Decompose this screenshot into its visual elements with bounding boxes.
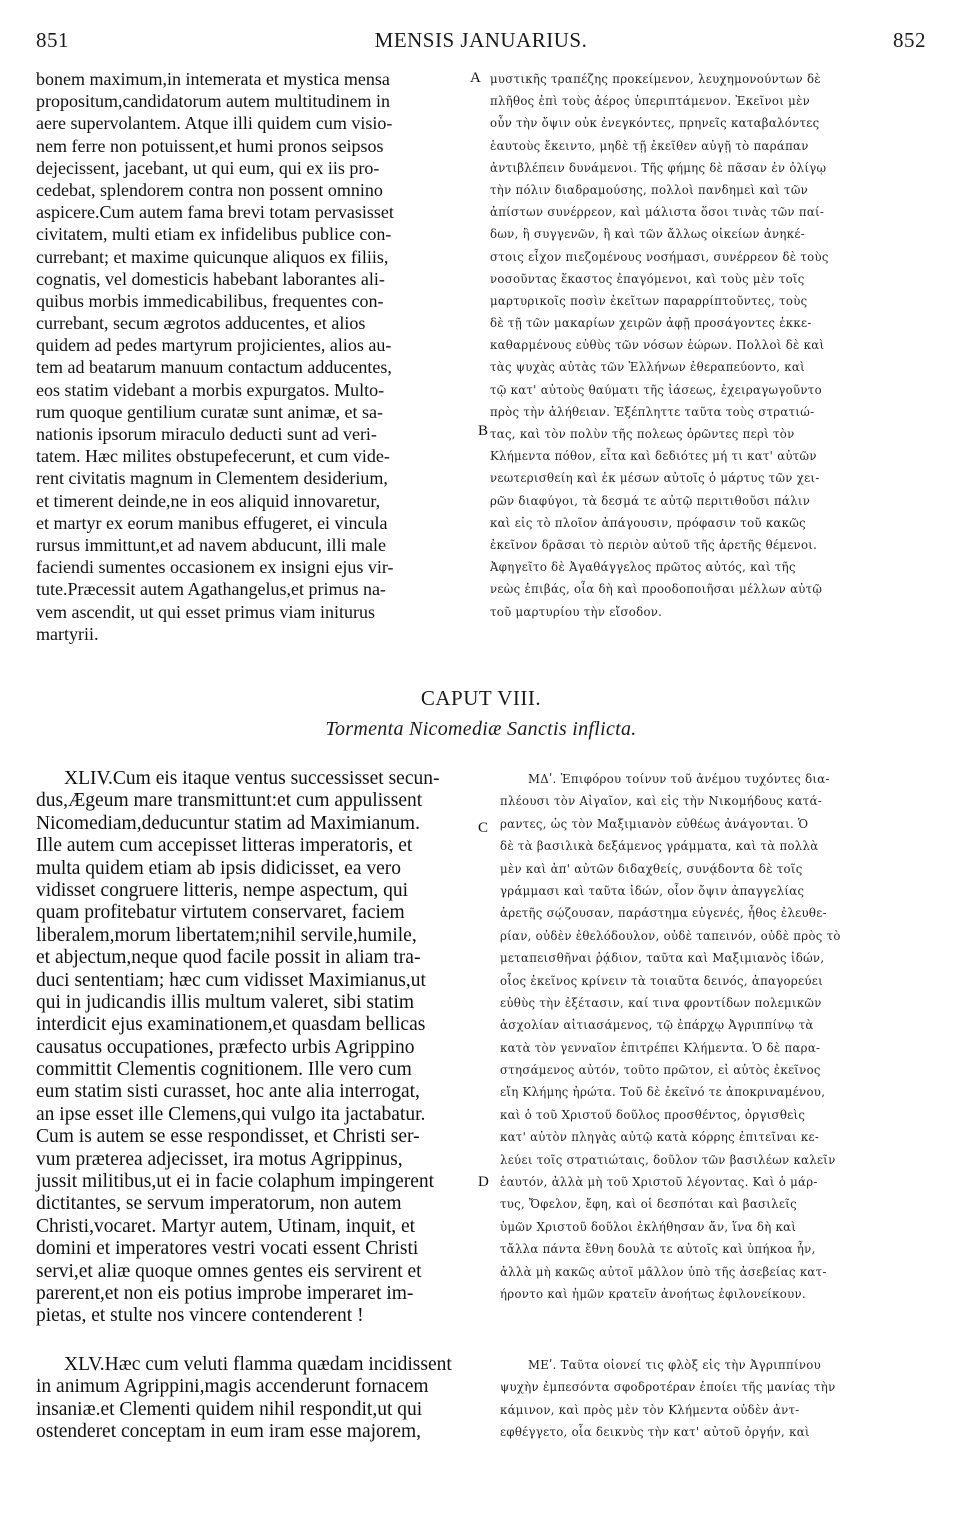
text-line: καὶ εἰς τὸ πλοῖον ἀπάγουσιν, πρόφασιν τοῦ κακῶς bbox=[490, 515, 806, 530]
text-line: qui in judicandis illis multum valeret, sibi statim bbox=[36, 991, 415, 1013]
text-line: propositum,candidatorum autem multitudinem in bbox=[36, 91, 390, 112]
text-line: currebant; et maxime quicunque aliquos ex filiis, bbox=[36, 246, 389, 267]
text-line: οὖν τὴν ὄψιν οὐκ ἐνεγκόντες, πρηνεῖς καταβαλόντες bbox=[490, 116, 820, 131]
margin-marker-b: B bbox=[478, 423, 489, 439]
text-line: ἀπίστων συνέρρεον, καὶ μάλιστα ὅσοι τινὰς τῶν παί- bbox=[490, 205, 825, 220]
text-line: rent civitatis magnum in Clementem desiderium, bbox=[36, 468, 388, 489]
latin-column-section2 bbox=[36, 768, 489, 1328]
text-line: δων, ἢ συγγενῶν, ἢ καὶ τῶν ἄλλως οἰκείων ἀνηκέ- bbox=[490, 227, 805, 242]
text-line: eum statim sisti curasset, hoc ante alia interrogat, bbox=[36, 1081, 420, 1103]
text-line: ραντες, ὡς τὸν Μαξιμιανὸν εὐθέως ἀνάγονται. Ὁ bbox=[500, 816, 809, 831]
text-line: λεύει τοῖς στρατιώταις, δοῦλον τῶν βασιλέων καλεῖν bbox=[500, 1152, 836, 1167]
text-line: quibus morbis immedicabilibus, frequentes con- bbox=[36, 290, 384, 311]
text-line: bonem maximum,in intemerata et mystica mensa bbox=[36, 69, 390, 89]
text-line: τῷ κατ' αὐτοὺς θαύματι τῆς ἰάσεως, ἐχειραγωγοῦντο bbox=[490, 382, 822, 397]
text-line: pietas, et stulte nos vincere contenderent ! bbox=[36, 1305, 364, 1327]
text-line: ήροντο καὶ ἡμῶν κρατεῖν ἀνοήτως ἐφιλονείκουν. bbox=[500, 1286, 806, 1301]
text-line: τἄλλα πάντα ἔθνη δουλὰ τε αὐτοῖς καὶ ὑπήκοα ἦν, bbox=[500, 1242, 816, 1257]
text-line: duci sententiam; hæc cum vidisset Maximianus,ut bbox=[36, 969, 426, 991]
text-line: μὲν καὶ ἀπ' αὐτῶν διδαχθείς, συνᾴδοντα δὲ τοῖς bbox=[500, 861, 803, 876]
text-line: καθαρμένους εὐθὺς τῶν νόσων ἑώρων. Πολλοὶ δὲ καὶ bbox=[490, 338, 825, 353]
text-line: eos statim videbant a morbis expurgatos. Multo- bbox=[36, 379, 385, 400]
text-line: dictitantes, se servum imperatorum, non autem bbox=[36, 1193, 402, 1215]
text-line: Cum is autem se esse respondisset, et Christi ser- bbox=[36, 1126, 420, 1148]
text-line: πρὸς τὴν ἀλήθειαν. Ἐξέπληττε ταῦτα τοὺς στρατιώ- bbox=[490, 404, 815, 419]
greek-column-section2 bbox=[500, 768, 930, 1305]
text-line: ἀλλὰ μὴ κακῶς αὐτοῖ μᾶλλον ὑπὸ τῆς ἀσεβείας κατ- bbox=[500, 1264, 827, 1279]
text-line: faciendi sumentes occasionem ex insigni ejus vir- bbox=[36, 557, 394, 578]
greek-column-section3 bbox=[500, 1354, 930, 1444]
text-line: quam profitebatur virtutem conservaret, faciem bbox=[36, 902, 405, 924]
text-line: νοσοῦντας ἕκαστος ἐπαγόμενοι, καὶ τοὺς μὲν τοῖς bbox=[490, 271, 805, 286]
text-line: cedebat, splendorem contra non possent omnino bbox=[36, 179, 383, 200]
chapter-subtitle: Tormenta Nicomediæ Sanctis inflicta. bbox=[325, 718, 637, 740]
text-line: currebant, secum ægrotos adducentes, et alios bbox=[36, 313, 366, 334]
text-line: Nicomediam,deducuntur statim ad Maximianum. bbox=[36, 812, 420, 834]
text-line: vum præterea adjecisset, ira motus Agrippinus, bbox=[36, 1148, 403, 1170]
text-line: ὑμῶν Χριστοῦ δοῦλοι ἐκλήθησαν ἄν, ἵνα δὴ καὶ bbox=[500, 1219, 797, 1234]
text-line: ἀσχολίαν αἰτιασάμενος, τῷ ἐπάρχῳ Ἀγριππίνῳ τὰ bbox=[500, 1018, 814, 1033]
text-line: νεὼς ἐπιβάς, οἷα δὴ καὶ προοδοποιῆσαι μέλλων αὐτῷ bbox=[490, 582, 823, 597]
text-line: rum quoque gentilium curatæ sunt animæ, et sa- bbox=[36, 401, 383, 422]
text-line: insaniæ.et Clementi quidem nihil respondit,ut qui bbox=[36, 1398, 423, 1420]
text-line: tem ad beatarum manuum contactum adducentes, bbox=[36, 357, 392, 378]
text-line: πλῆθος ἐπὶ τοὺς ἀέρος ὑπεριπτάμενον. Ἐκεῖνοι μὲν bbox=[490, 94, 811, 109]
text-line: τυς, Ὄφελον, ἔφη, καὶ οἱ δεσπόται καὶ βασιλεῖς bbox=[500, 1197, 797, 1212]
text-line: οἷος ἐκεῖνος κρίνειν τὰ τοιαῦτα δεινός, ἀπαγορεύει bbox=[500, 973, 824, 988]
text-line: ρῶν διαφύγοι, τὰ δεσμά τε αὐτῷ περιτιθοῦσι πάλιν bbox=[490, 493, 811, 508]
text-line: δὲ τὰ βασιλικὰ δεξάμενος γράμματα, καὶ τὰ πολλὰ bbox=[500, 839, 819, 854]
text-line: ἀντιβλέπειν δυνάμενοι. Τῆς φήμης δὲ πᾶσαν ἐν ὀλίγῳ bbox=[490, 160, 827, 175]
text-line: causatus occupationes, præfecto urbis Agrippino bbox=[36, 1036, 415, 1058]
text-line: εφθέγγετο, οἷα δεικνὺς τὴν κατ' αὐτοῦ ὀργήν, καὶ bbox=[500, 1425, 810, 1440]
text-line: εὐθὺς τὴν ἐξέτασιν, καί τινα φροντίδων πολεμικῶν bbox=[500, 995, 822, 1010]
text-line: rursus immittunt,et ad navem abducunt, illi male bbox=[36, 534, 386, 555]
text-line: Κλήμεντα πόθον, εἶτα καὶ δεδιότες μή τι κατ' αὐτῶν bbox=[490, 449, 817, 464]
text-line: ἐκεῖνον δρᾶσαι τὸ περιὸν αὐτοῦ τῆς ἀρετῆς θέμενοι. bbox=[490, 537, 818, 552]
text-line: Ille autem cum accepisset litteras imperatoris, et bbox=[36, 835, 413, 857]
text-line: Ἀφηγεῖτο δὲ Ἀγαθάγγελος πρῶτος αὐτός, καὶ τῆς bbox=[490, 560, 796, 575]
text-line: et abjectum,neque quod facile possit in aliam tra- bbox=[36, 947, 421, 969]
text-line: parerent,et non eis potius improbe imperaret im- bbox=[36, 1282, 414, 1304]
text-line: εἴη Κλήμης ἠρώτα. Τοῦ δὲ ἐκεῖνό τε ἀποκριναμένου, bbox=[500, 1085, 826, 1100]
text-line: πλέουσι τὸν Αἰγαῖον, καὶ εἰς τὴν Νικομήδους κατά- bbox=[500, 794, 823, 809]
text-line: in animum Agrippini,magis accenderunt fornacem bbox=[36, 1376, 429, 1398]
text-line: nationis ipsorum miraculo deducti sunt ad veri- bbox=[36, 424, 377, 444]
text-line: κατ' αὐτὸν πληγὰς αὐτῷ κατὰ κόρρης ἐπιτεῖναι κε- bbox=[500, 1130, 820, 1145]
text-line: nem ferre non potuissent,et humi pronos seipsos bbox=[36, 135, 384, 156]
right-page-number: 852 bbox=[893, 28, 926, 52]
text-line: τὴν πόλιν διαδραμούσης, πολλοὶ πανδημεὶ καὶ τῶν bbox=[490, 182, 809, 197]
text-line: μαρτυρικοῖς ποσὶν ἐκεῖτων παραρρίπτοῦντες, τοὺς bbox=[490, 293, 808, 308]
text-line: cognatis, vel domesticis habebant laborantes ali- bbox=[36, 268, 385, 289]
text-line: ἑαυτόν, ἀλλὰ μὴ τοῦ Χριστοῦ λέγοντας. Καὶ ὁ μάρ- bbox=[500, 1175, 818, 1190]
text-line: νεωτερισθείη καὶ ἐκ μέσων αὐτοῖς ὁ μάρτυς τῶν χει- bbox=[490, 471, 820, 486]
text-line: μυστικῆς τραπέζης προκείμενον, λευχημονούντων δὲ bbox=[490, 72, 821, 86]
text-line: κατὰ τὸν γενναῖον ἐπιτρέπει Κλήμεντα. Ὁ δὲ παρα- bbox=[500, 1040, 821, 1055]
text-line: ψυχὴν ἐμπεσόντα σφοδροτέραν ἐποίει τῆς μανίας τὴν bbox=[500, 1380, 836, 1395]
text-line: ostenderet conceptam in eum iram esse majorem, bbox=[36, 1421, 421, 1443]
running-title: MENSIS JANUARIUS. bbox=[374, 28, 588, 52]
text-line: tute.Præcessit autem Agathangelus,et primus na- bbox=[36, 579, 386, 600]
text-line: ρίαν, οὐδὲν ἐθελόδουλον, οὐδὲ ταπεινόν, οὐδὲ πρὸς τὸ bbox=[500, 928, 841, 943]
text-line: στοις εἶχον πιεζομένους νοσήμασι, συνέρρεον δὲ τοὺς bbox=[490, 249, 829, 264]
text-line: καὶ ὁ τοῦ Χριστοῦ δοῦλος προσθέντος, ὀργισθεὶς bbox=[500, 1107, 806, 1122]
text-line: XLV.Hæc cum veluti flamma quædam incidissent bbox=[64, 1354, 452, 1375]
text-line: Christi,vocaret. Martyr autem, Utinam, inquit, et bbox=[36, 1215, 416, 1237]
text-line: aspicere.Cum autem fama brevi totam pervasisset bbox=[36, 202, 394, 223]
chapter-heading: CAPUT VIII. bbox=[420, 686, 542, 710]
text-line: ΜΕʹ. Ταῦτα οἱονεί τις φλὸξ εἰς τὴν Ἀγριππίνου bbox=[528, 1358, 822, 1372]
text-line: an ipse esset ille Clemens,qui vulgo ita jactabatur. bbox=[36, 1103, 426, 1125]
text-line: δὲ τῇ τῶν μακαρίων χειρῶν ἀφῇ προσάγοντες ἐκκε- bbox=[490, 316, 812, 331]
text-line: martyrii. bbox=[36, 623, 99, 644]
text-line: civitatem, multi etiam ex infidelibus publice con- bbox=[36, 224, 392, 245]
text-line: dejecissent, jacebant, ut qui eum, qui ex iis pro- bbox=[36, 157, 380, 178]
text-line: ἀρετῆς σῴζουσαν, παράστημα εὐγενές, ἦθος ἐλευθε- bbox=[500, 906, 827, 921]
greek-column-section1 bbox=[490, 68, 930, 623]
margin-marker-a: A bbox=[470, 70, 481, 86]
text-line: liberalem,morum libertatem;nihil servile,humile, bbox=[36, 924, 417, 946]
text-line: jussit militibus,ut ei in facie colaphum impingerent bbox=[36, 1171, 435, 1193]
text-line: vem ascendit, ut qui esset primus viam initurus bbox=[36, 601, 375, 622]
margin-marker-c: C bbox=[478, 820, 489, 836]
text-line: quidem ad pedes martyrum projicientes, alios au- bbox=[36, 335, 392, 356]
latin-column-section3 bbox=[36, 1354, 486, 1444]
text-line: servi,et aliæ quoque omnes gentes eis servirent et bbox=[36, 1260, 422, 1282]
text-line: τὰς ψυχὰς αὐτὰς τῶν Ἑλλήνων ἐθεραπεύοντο, καὶ bbox=[490, 360, 805, 375]
text-line: κάμινον, καὶ πρὸς μὲν τὸν Κλήμεντα οὐδὲν ἀντ- bbox=[500, 1402, 800, 1417]
text-line: τας, καὶ τὸν πολὺν τῆς πολεως ὁρῶντες περὶ τὸν bbox=[490, 427, 795, 441]
text-line: ἑαυτοὺς ἔκειντο, μηδὲ τῇ ἐκεῖθεν αὐγῇ τὸ παράπαν bbox=[490, 138, 809, 153]
text-line: multa quidem etiam ab ipsis didicisset, ea vero bbox=[36, 857, 401, 879]
text-line: committit Clementis cognitionem. Ille vero cum bbox=[36, 1059, 412, 1081]
running-header bbox=[36, 28, 926, 58]
text-line: στησάμενος αὐτόν, τοῦτο πρῶτον, εἰ αὐτὸς ἐκεῖνος bbox=[500, 1063, 821, 1078]
text-line: domini et imperatores vestri vocati essent Christi bbox=[36, 1238, 419, 1260]
text-line: vidisset congruere litteris, nempe aspectum, qui bbox=[36, 879, 409, 901]
text-line: tatem. Hæc milites obstupefecerunt, et cum vide- bbox=[36, 446, 390, 467]
text-line: XLIV.Cum eis itaque ventus successisset secun- bbox=[64, 768, 440, 789]
text-line: et martyr ex eorum manibus effugeret, ei vincula bbox=[36, 512, 388, 533]
margin-marker-d: D bbox=[478, 1174, 489, 1190]
text-line: et timerent deinde,ne in eos aliquid innovaretur, bbox=[36, 490, 381, 511]
text-line: aere supervolantem. Atque illi quidem cum visio- bbox=[36, 113, 393, 134]
text-line: τοῦ μαρτυρίου τὴν εἴσοδον. bbox=[490, 604, 663, 619]
text-line: μεταπεισθῆναι ῥᾴδιον, ταῦτα καὶ Μαξιμιανὸς ἰδών, bbox=[500, 951, 825, 966]
left-page-number: 851 bbox=[36, 28, 69, 52]
text-line: dus,Ægeum mare transmittunt:et cum appulissent bbox=[36, 790, 423, 812]
latin-column-section1 bbox=[36, 68, 476, 645]
text-line: γράμμασι καὶ ταῦτα ἰδών, οἷον ὄψιν ἀπαγγελίας bbox=[500, 883, 805, 898]
text-line: interdicit ejus examinationem,et quasdam bellicas bbox=[36, 1014, 426, 1036]
text-line: ΜΔʹ. Ἐπιφόρου τοίνυν τοῦ ἀνέμου τυχόντες δια- bbox=[528, 772, 830, 786]
